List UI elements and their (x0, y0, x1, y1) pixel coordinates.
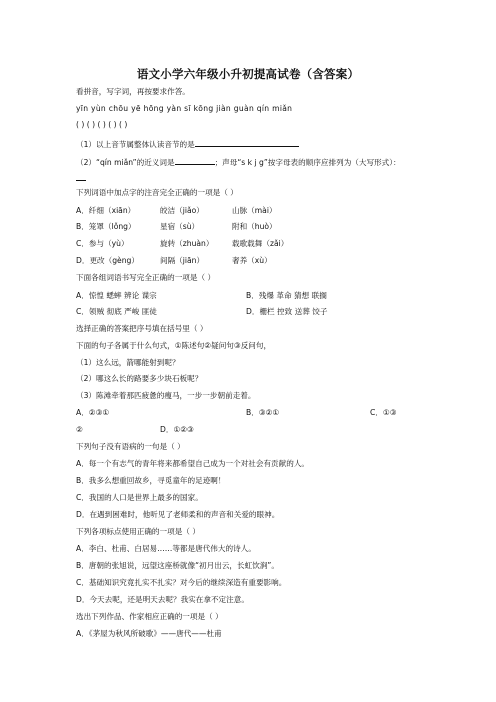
q3-option-b: B．残爆 革命 猜想 联搁 (246, 291, 327, 300)
q1-sub2-suffix: ；声母“s k j g”按字母表的顺序应排列为（大写形式）： (214, 158, 401, 167)
q1-sub1-blank[interactable] (195, 138, 299, 147)
q4-stem: 选择正确的答案把序号填在括号里（ ） (76, 324, 208, 333)
q4-option-b: B．③②① (246, 408, 280, 417)
q6-option-b: B．唐朝的张旭说，远望这座桥就像“初月出云，长虹饮涧”。 (76, 561, 279, 570)
q2-row-c-col2: 旋转（zhuàn） (160, 239, 214, 248)
q3-stem: 下面各组词语书写完全正确的一项是（ ） (76, 273, 216, 282)
q7-stem: 选出下列作品、作家相应正确的一项是（ ） (76, 612, 223, 621)
q5-option-d: D．在遇到困难时，他听见了老师柔和的声音和关爱的眼神。 (76, 510, 280, 519)
q1-sub2 (76, 156, 401, 168)
q2-row-a-col2: 皎洁（jiǎo） (160, 206, 204, 215)
q4-sentence-3: （3）陈滩牵着那匹疲惫的瘦马，一步一步朝前走着。 (76, 391, 256, 400)
q6-option-a: A．李白、杜甫、白居易……等都是唐代伟大的诗人。 (76, 544, 256, 553)
q1-sub1 (76, 138, 299, 150)
q1-sub2-answer-line (76, 172, 86, 184)
q5-option-a: A．每一个有志气的青年将来都希望自己成为一个对社会有贡献的人。 (76, 459, 310, 468)
q2-row-b-col1: B．笼罩（lǒng） (76, 222, 136, 231)
q2-row-d-col3: 奢养（xù） (232, 256, 272, 265)
q4-sentence-2: （2）哪这么长的路要多少块石板呢？ (76, 374, 203, 383)
q1-stem: 看拼音，写字词，再按要求作答。 (76, 87, 190, 96)
q1-sub2-blank[interactable] (175, 156, 215, 165)
q5-stem: 下列句子没有语病的一句是（ ） (76, 442, 185, 451)
q2-row-c-col1: C．参与（yù） (76, 239, 129, 248)
q2-row-a-col1: A．纤细（xiān） (76, 206, 136, 215)
q1-sub2-prefix: （2）“qín miǎn”的近义词是 (76, 158, 175, 167)
q4-intro: 下面的句子各属于什么句式，①陈述句②疑问句③反问句， (76, 341, 272, 350)
q4-option-a: A．②③① (76, 408, 110, 417)
q1-pinyin: yīn yùn chōu yē hōng yàn sī kōng jiàn guàn qín miǎn (76, 104, 293, 113)
q2-stem: 下列词语中加点字的注音完全正确的一项是（ ） (76, 188, 238, 197)
q4-option-d: D．①②③ (160, 425, 194, 434)
q2-row-d-col2: 间隔（jiān） (160, 256, 205, 265)
page-title: 语文小学六年级小升初提高试卷（含答案） (136, 67, 360, 81)
q4-sentence-1: （1）这么远，箭哪能射到呢？ (76, 358, 180, 367)
q4-option-c-continued: ② (76, 425, 83, 434)
q5-option-b: B．我多么想重回故乡，寻觅童年的足迹啊！ (76, 476, 226, 485)
q5-option-c: C．我国的人口是世界上最多的国家。 (76, 493, 203, 502)
q6-stem: 下列各项标点使用正确的一项是（ ） (76, 527, 200, 536)
q2-row-d-col1: D．更改（gèng） (76, 256, 139, 265)
q1-answer-brackets: ( ) ( ) ( ) ( ) ( ) (76, 120, 128, 129)
q2-row-c-col3: 载歌载舞（zǎi） (232, 239, 289, 248)
q6-option-c: C．基础知识究竟扎实不扎实？对今后的继续深造有重要影响。 (76, 578, 287, 587)
q2-row-b-col3: 附和（huò） (232, 222, 277, 231)
q1-sub2-blank-2[interactable] (76, 172, 86, 181)
q1-sub1-text: （1）以上音节属整体认读音节的是 (76, 140, 195, 149)
q2-row-b-col2: 星宿（sù） (160, 222, 200, 231)
q4-option-c: C．①③ (370, 408, 397, 417)
q3-option-c: C．领贼 彻底 严峻 匪徒 (76, 307, 157, 316)
q6-option-d: D．今天去呢，还是明天去呢？我实在拿不定注意。 (76, 595, 249, 604)
q3-option-a: A．惊惶 蟋蟀 辨论 谍宗 (76, 291, 157, 300)
q7-option-a: A．《茅屋为秋风所破歌》——唐代——杜甫 (76, 629, 222, 638)
q2-row-a-col3: 山脉（mài） (232, 206, 277, 215)
q3-option-d: D．栅栏 控致 送葬 饺子 (246, 307, 328, 316)
